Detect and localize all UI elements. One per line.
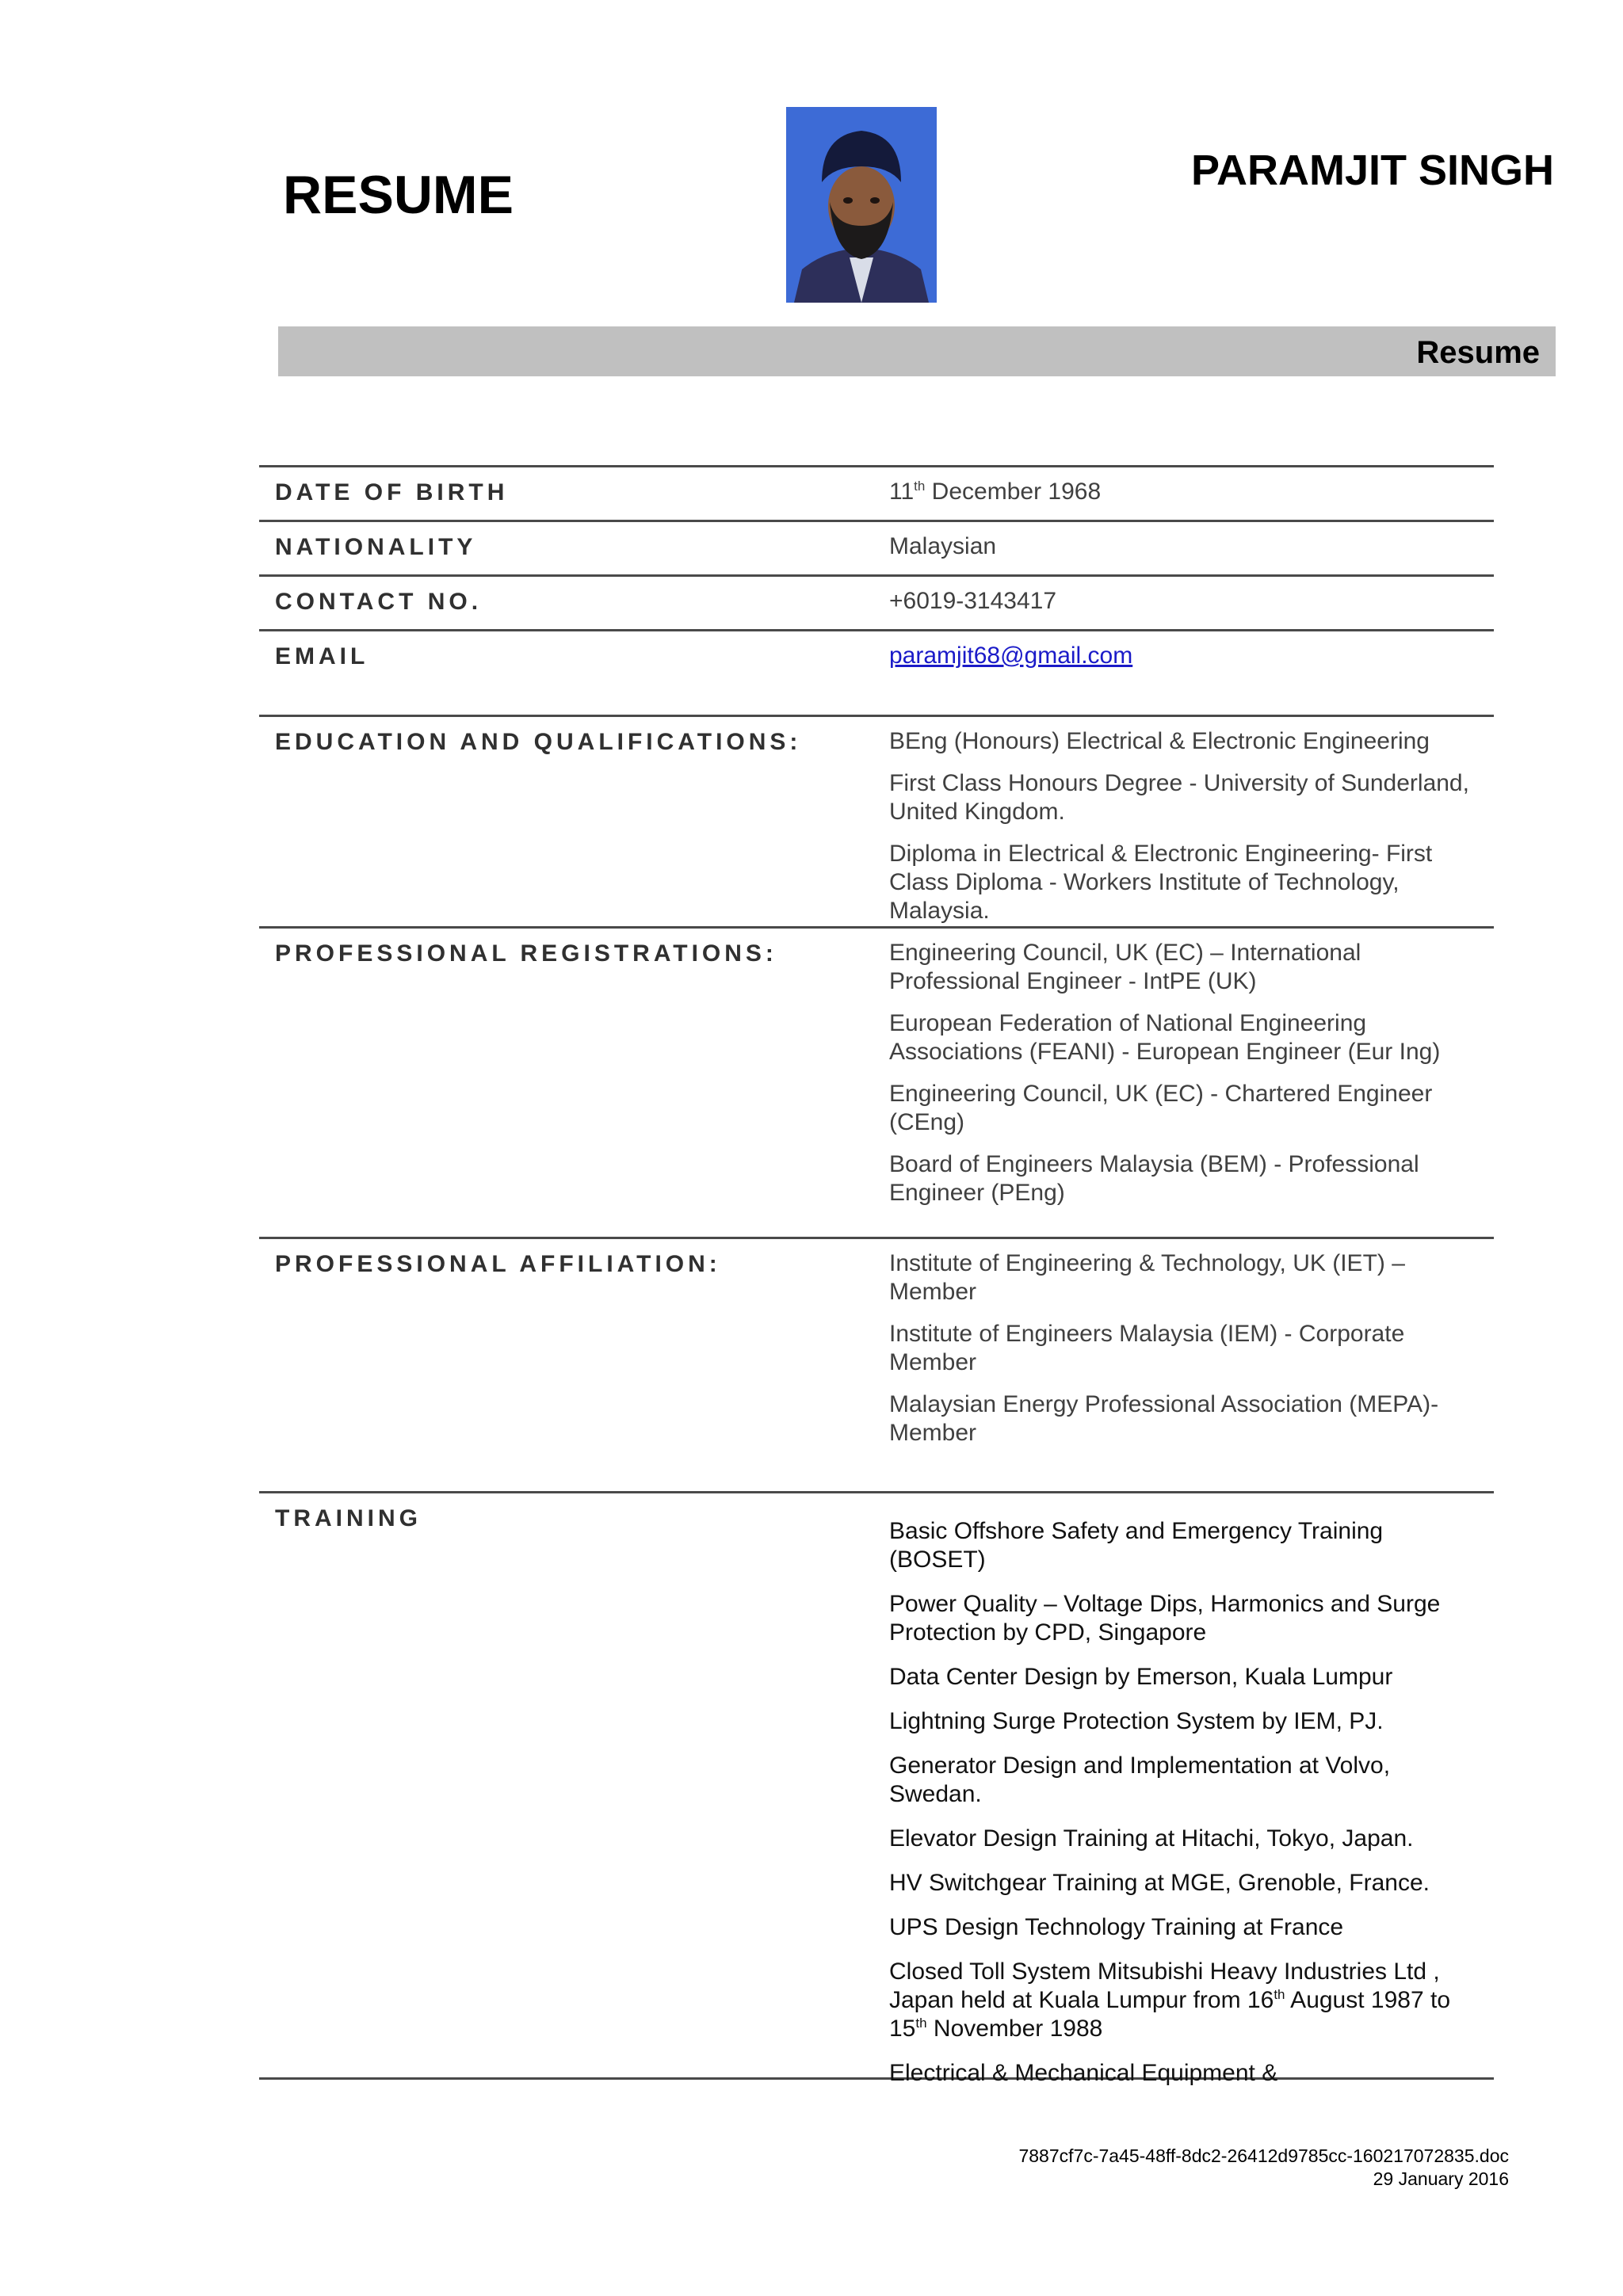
row-date-of-birth <box>259 465 1494 520</box>
training-item: Generator Design and Implementation at Volvo, Swedan. <box>889 1753 1391 1807</box>
dob-value: 11th December 1968 <box>889 479 1102 505</box>
nationality-label: NATIONALITY <box>275 534 477 560</box>
training-item: Electrical & Mechanical Equipment & <box>889 2060 1278 2086</box>
page-title: RESUME <box>283 165 514 225</box>
page-footer <box>1018 2145 1509 2191</box>
row-education <box>259 715 1494 926</box>
registration-item: Engineering Council, UK (EC) - Chartered Engineer (CEng) <box>889 1081 1433 1135</box>
row-email <box>259 629 1494 715</box>
education-item: BEng (Honours) Electrical & Electronic Engineering <box>889 728 1430 754</box>
section-band <box>278 326 1556 376</box>
contact-value: +6019-3143417 <box>889 588 1057 614</box>
training-item: HV Switchgear Training at MGE, Grenoble, France. <box>889 1870 1430 1896</box>
registration-item: European Federation of National Engineering Associations (FEANI) - European Engineer (Eur Ing) <box>889 1010 1441 1065</box>
registration-item: Engineering Council, UK (EC) – International Professional Engineer - IntPE (UK) <box>889 940 1361 994</box>
education-label: EDUCATION AND QUALIFICATIONS: <box>275 729 802 755</box>
candidate-name: PARAMJIT SINGH <box>1190 147 1554 194</box>
profile-photo <box>786 107 937 303</box>
affiliation-item: Malaysian Energy Professional Association (MEPA)- Member <box>889 1391 1439 1446</box>
nationality-value: Malaysian <box>889 533 997 559</box>
row-nationality <box>259 520 1494 574</box>
email-link[interactable]: paramjit68@gmail.com <box>889 643 1133 669</box>
registrations-list <box>889 939 1480 1221</box>
training-item: Basic Offshore Safety and Emergency Training (BOSET) <box>889 1518 1384 1573</box>
affiliation-label: PROFESSIONAL AFFILIATION: <box>275 1251 721 1277</box>
row-registrations <box>259 926 1494 1237</box>
registration-item: Board of Engineers Malaysia (BEM) - Professional Engineer (PEng) <box>889 1151 1419 1206</box>
affiliation-list <box>889 1249 1480 1461</box>
dob-label: DATE OF BIRTH <box>275 479 509 505</box>
band-label: Resume <box>1416 335 1540 370</box>
training-label: TRAINING <box>275 1505 422 1531</box>
footer-filename: 7887cf7c-7a45-48ff-8dc2-26412d9785cc-160217072835.doc <box>1018 2145 1509 2166</box>
contact-label: CONTACT NO. <box>275 589 483 615</box>
education-item: First Class Honours Degree - University of Sunderland, United Kingdom. <box>889 770 1469 825</box>
training-item: Power Quality – Voltage Dips, Harmonics and Surge Protection by CPD, Singapore <box>889 1591 1441 1646</box>
training-item-toll: Closed Toll System Mitsubishi Heavy Industries Ltd , Japan held at Kuala Lumpur from 16th August 1987 to 15th November 1988 <box>889 1958 1451 2042</box>
training-item: UPS Design Technology Training at France <box>889 1914 1344 1940</box>
registrations-label: PROFESSIONAL REGISTRATIONS: <box>275 940 777 967</box>
profile-photo-image <box>786 107 937 303</box>
training-list <box>889 1517 1480 2103</box>
email-label: EMAIL <box>275 643 369 669</box>
training-item: Elevator Design Training at Hitachi, Tokyo, Japan. <box>889 1825 1414 1852</box>
training-item: Lightning Surge Protection System by IEM, PJ. <box>889 1708 1384 1734</box>
resume-table <box>259 465 1494 2086</box>
affiliation-item: Institute of Engineering & Technology, UK (IET) – Member <box>889 1250 1405 1305</box>
education-list <box>889 727 1480 939</box>
row-affiliation <box>259 1237 1494 1491</box>
row-training <box>259 1491 1494 2086</box>
training-item: Data Center Design by Emerson, Kuala Lumpur <box>889 1664 1393 1690</box>
footer-date: 29 January 2016 <box>1373 2168 1509 2189</box>
affiliation-item: Institute of Engineers Malaysia (IEM) - Corporate Member <box>889 1321 1405 1375</box>
row-contact <box>259 574 1494 629</box>
education-item: Diploma in Electrical & Electronic Engineering- First Class Diploma - Workers Institute of Technology, Malaysia. <box>889 841 1433 924</box>
